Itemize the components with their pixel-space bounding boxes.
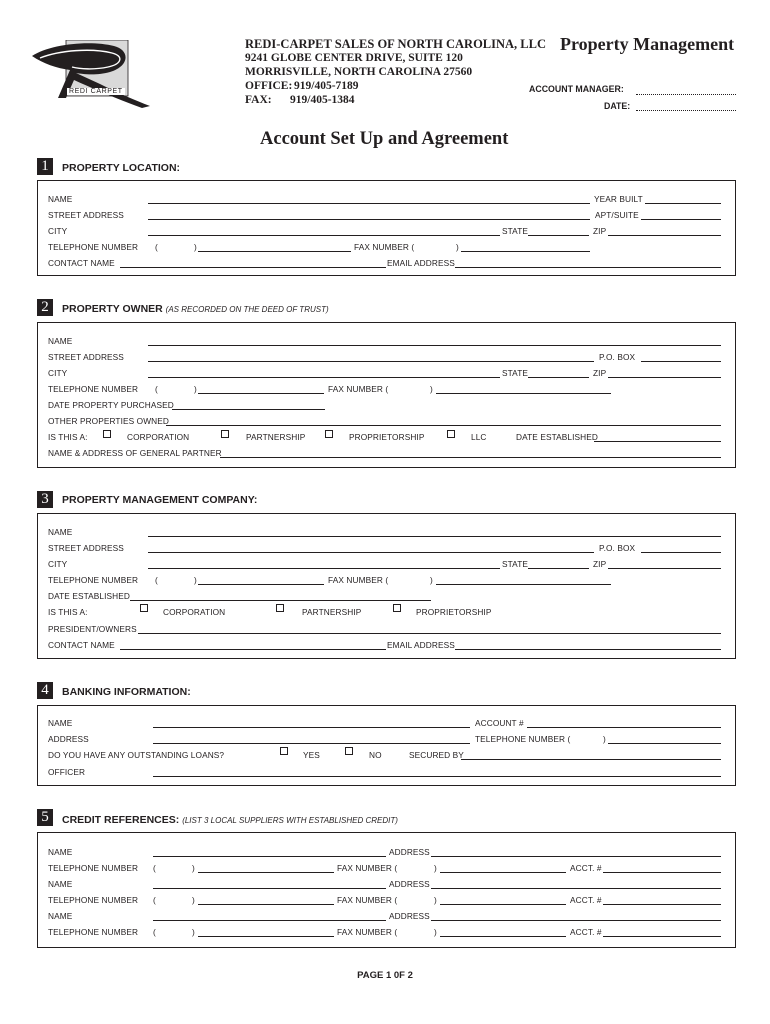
s4-account-label: ACCOUNT #	[475, 718, 524, 728]
s3-email-label: EMAIL ADDRESS	[387, 640, 455, 650]
s3-phone-paren-close: )	[194, 575, 197, 585]
section-2-title-text: PROPERTY OWNER	[62, 303, 163, 315]
s2-date-established-field[interactable]	[594, 441, 721, 442]
s5-ref3-name-label: NAME	[48, 911, 73, 921]
s1-state-field[interactable]	[528, 235, 589, 236]
s2-street-label: STREET ADDRESS	[48, 352, 124, 362]
s3-zip-label: ZIP	[593, 559, 607, 569]
s3-po-box-field[interactable]	[641, 552, 721, 553]
s5-ref3-phone-field[interactable]	[198, 936, 334, 937]
s3-partnership-label: PARTNERSHIP	[302, 607, 362, 617]
address-line-1: 9241 GLOBE CENTER DRIVE, SUITE 120	[245, 52, 463, 64]
s2-other-properties-label: OTHER PROPERTIES OWNED	[48, 416, 169, 426]
s5-ref3-paren-open: (	[153, 927, 156, 937]
s2-po-box-field[interactable]	[641, 361, 721, 362]
section-5-title	[62, 814, 398, 826]
s1-city-label: CITY	[48, 226, 68, 236]
s5-ref3-fax-paren-close: )	[434, 927, 437, 937]
s2-city-label: CITY	[48, 368, 68, 378]
s5-ref2-acct-label: ACCT. #	[570, 895, 602, 905]
logo-text: REDI CARPET	[69, 88, 123, 95]
s1-contact-field[interactable]	[120, 267, 386, 268]
s2-proprietorship-checkbox[interactable]	[325, 430, 333, 438]
s2-phone-field[interactable]	[198, 393, 324, 394]
s3-zip-field[interactable]	[608, 568, 721, 569]
logo-r-mark-icon	[30, 40, 155, 110]
s4-officer-field[interactable]	[153, 776, 721, 777]
s2-zip-label: ZIP	[593, 368, 607, 378]
s5-ref1-fax-field[interactable]	[440, 872, 566, 873]
s5-ref3-acct-label: ACCT. #	[570, 927, 602, 937]
s3-fax-paren-close: )	[430, 575, 433, 585]
s5-ref3-fax-field[interactable]	[440, 936, 566, 937]
s4-officer-label: OFFICER	[48, 767, 86, 777]
s5-ref2-fax-field[interactable]	[440, 904, 566, 905]
s2-partnership-checkbox[interactable]	[221, 430, 229, 438]
s1-name-label: NAME	[48, 194, 73, 204]
s3-contact-field[interactable]	[120, 649, 386, 650]
section-2-number: 2	[37, 299, 53, 316]
s1-fax-field[interactable]	[461, 251, 590, 252]
s2-phone-paren-close: )	[194, 384, 197, 394]
s2-corporation-checkbox[interactable]	[103, 430, 111, 438]
account-manager-field[interactable]	[636, 94, 736, 95]
company-name: REDI-CARPET SALES OF NORTH CAROLINA, LLC	[245, 37, 546, 51]
s4-no-label: NO	[369, 750, 382, 760]
s1-name-field[interactable]	[148, 203, 590, 204]
s1-apt-label: APT/SUITE	[595, 210, 639, 220]
s2-po-box-label: P.O. BOX	[599, 352, 636, 362]
s4-phone-label: TELEPHONE NUMBER (	[475, 734, 571, 744]
section-4-title: BANKING INFORMATION:	[62, 686, 191, 698]
s3-proprietorship-checkbox[interactable]	[393, 604, 401, 612]
s1-apt-field[interactable]	[641, 219, 721, 220]
s1-year-built-label: YEAR BUILT	[594, 194, 643, 204]
section-1-number: 1	[37, 158, 53, 175]
s2-fax-paren-close: )	[430, 384, 433, 394]
s2-corporation-label: CORPORATION	[127, 432, 190, 442]
fax-phone: 919/405-1384	[290, 94, 355, 106]
s1-fax-paren-close: )	[456, 242, 459, 252]
management-company-box	[37, 513, 736, 659]
s4-name-label: NAME	[48, 718, 73, 728]
address-line-2: MORRISVILLE, NORTH CAROLINA 27560	[245, 66, 473, 78]
s5-ref1-address-field[interactable]	[431, 856, 721, 857]
s3-phone-field[interactable]	[198, 584, 324, 585]
s2-street-field[interactable]	[148, 361, 594, 362]
s2-phone-label: TELEPHONE NUMBER	[48, 384, 139, 394]
s1-phone-field[interactable]	[198, 251, 351, 252]
s4-secured-label: SECURED BY	[409, 750, 464, 760]
s5-ref2-name-field[interactable]	[153, 888, 386, 889]
s5-ref3-phone-label: TELEPHONE NUMBER	[48, 927, 139, 937]
s3-street-field[interactable]	[148, 552, 594, 553]
s3-phone-label: TELEPHONE NUMBER	[48, 575, 139, 585]
s5-ref2-address-field[interactable]	[431, 888, 721, 889]
s2-proprietorship-label: PROPRIETORSHIP	[349, 432, 425, 442]
s5-ref2-fax-paren-close: )	[434, 895, 437, 905]
s4-phone-field[interactable]	[608, 743, 721, 744]
section-5-number: 5	[37, 809, 53, 826]
s5-ref1-fax-paren-close: )	[434, 863, 437, 873]
s4-secured-field[interactable]	[461, 759, 721, 760]
s3-state-label: STATE	[502, 559, 529, 569]
s1-phone-label: TELEPHONE NUMBER	[48, 242, 139, 252]
s2-state-label: STATE	[502, 368, 529, 378]
date-field[interactable]	[636, 110, 736, 111]
s1-street-field[interactable]	[148, 219, 590, 220]
s3-contact-label: CONTACT NAME	[48, 640, 115, 650]
s3-phone-paren-open: (	[155, 575, 158, 585]
s2-date-purchased-label: DATE PROPERTY PURCHASED	[48, 400, 174, 410]
s3-date-established-field[interactable]	[130, 600, 431, 601]
s4-loans-label: DO YOU HAVE ANY OUTSTANDING LOANS?	[48, 750, 225, 760]
s5-ref2-phone-label: TELEPHONE NUMBER	[48, 895, 139, 905]
s3-is-this-a-label: IS THIS A:	[48, 607, 88, 617]
s5-ref1-fax-label: FAX NUMBER (	[337, 863, 398, 873]
s1-street-label: STREET ADDRESS	[48, 210, 124, 220]
s4-account-field[interactable]	[527, 727, 721, 728]
s2-phone-paren-open: (	[155, 384, 158, 394]
s3-city-field[interactable]	[148, 568, 500, 569]
s5-ref1-acct-label: ACCT. #	[570, 863, 602, 873]
s5-ref2-address-label: ADDRESS	[389, 879, 430, 889]
s2-is-this-a-label: IS THIS A:	[48, 432, 88, 442]
s3-president-field[interactable]	[138, 633, 721, 634]
s5-ref1-name-label: NAME	[48, 847, 73, 857]
s3-proprietorship-label: PROPRIETORSHIP	[416, 607, 492, 617]
form-title: Account Set Up and Agreement	[260, 129, 509, 149]
s5-ref1-acct-field[interactable]	[603, 872, 721, 873]
s4-address-label: ADDRESS	[48, 734, 89, 744]
s3-corporation-label: CORPORATION	[163, 607, 226, 617]
s1-email-label: EMAIL ADDRESS	[387, 258, 455, 268]
s3-name-label: NAME	[48, 527, 73, 537]
s5-ref2-phone-field[interactable]	[198, 904, 334, 905]
s3-date-established-label: DATE ESTABLISHED	[48, 591, 130, 601]
page-number: PAGE 1 0F 2	[357, 970, 413, 981]
s3-fax-field[interactable]	[436, 584, 611, 585]
banking-info-box	[37, 705, 736, 786]
s2-fax-field[interactable]	[436, 393, 611, 394]
s1-phone-paren-close: )	[194, 242, 197, 252]
s3-partnership-checkbox[interactable]	[276, 604, 284, 612]
company-logo	[30, 40, 155, 110]
s2-general-partner-field[interactable]	[220, 457, 721, 458]
s1-zip-field[interactable]	[608, 235, 721, 236]
document-type-title: Property Management	[560, 34, 735, 54]
s1-phone-paren-open: (	[155, 242, 158, 252]
s2-date-purchased-field[interactable]	[172, 409, 325, 410]
s5-ref1-address-label: ADDRESS	[389, 847, 430, 857]
s5-ref3-paren-close: )	[192, 927, 195, 937]
s1-email-field[interactable]	[455, 267, 721, 268]
s5-ref2-fax-label: FAX NUMBER (	[337, 895, 398, 905]
s5-ref3-address-label: ADDRESS	[389, 911, 430, 921]
section-5-note: (LIST 3 LOCAL SUPPLIERS WITH ESTABLISHED CREDIT)	[182, 816, 398, 825]
s5-ref2-paren-open: (	[153, 895, 156, 905]
s1-fax-label: FAX NUMBER (	[354, 242, 415, 252]
s2-llc-checkbox[interactable]	[447, 430, 455, 438]
s1-state-label: STATE	[502, 226, 529, 236]
section-3-title: PROPERTY MANAGEMENT COMPANY:	[62, 494, 258, 506]
s4-phone-paren-close: )	[603, 734, 606, 744]
s2-partnership-label: PARTNERSHIP	[246, 432, 306, 442]
s2-name-field[interactable]	[148, 345, 721, 346]
s5-ref3-address-field[interactable]	[431, 920, 721, 921]
section-3-number: 3	[37, 491, 53, 508]
date-label: DATE:	[604, 101, 631, 111]
s2-zip-field[interactable]	[608, 377, 721, 378]
fax-label: FAX:	[245, 94, 272, 106]
s4-yes-checkbox[interactable]	[280, 747, 288, 755]
section-4-number: 4	[37, 682, 53, 699]
s5-ref2-paren-close: )	[192, 895, 195, 905]
s4-name-field[interactable]	[153, 727, 470, 728]
s5-ref3-acct-field[interactable]	[603, 936, 721, 937]
s3-name-field[interactable]	[148, 536, 721, 537]
s1-contact-label: CONTACT NAME	[48, 258, 115, 268]
s3-street-label: STREET ADDRESS	[48, 543, 124, 553]
s3-president-label: PRESIDENT/OWNERS	[48, 624, 137, 634]
s4-address-field[interactable]	[153, 743, 470, 744]
s5-ref1-paren-close: )	[192, 863, 195, 873]
section-2-note: (AS RECORDED ON THE DEED OF TRUST)	[165, 305, 329, 314]
s5-ref2-acct-field[interactable]	[603, 904, 721, 905]
s1-zip-label: ZIP	[593, 226, 607, 236]
s5-ref1-phone-field[interactable]	[198, 872, 334, 873]
s5-ref1-phone-label: TELEPHONE NUMBER	[48, 863, 139, 873]
section-2-title	[62, 303, 329, 315]
s3-fax-label: FAX NUMBER (	[328, 575, 389, 585]
s3-city-label: CITY	[48, 559, 68, 569]
s3-po-box-label: P.O. BOX	[599, 543, 636, 553]
s4-yes-label: YES	[303, 750, 320, 760]
s2-date-established-label: DATE ESTABLISHED	[516, 432, 598, 442]
s2-llc-label: LLC	[471, 432, 487, 442]
s3-state-field[interactable]	[528, 568, 589, 569]
property-owner-box	[37, 322, 736, 468]
s2-city-field[interactable]	[148, 377, 500, 378]
section-1-title: PROPERTY LOCATION:	[62, 162, 181, 174]
account-manager-label: ACCOUNT MANAGER:	[529, 84, 624, 94]
s1-year-built-field[interactable]	[645, 203, 721, 204]
s5-ref3-name-field[interactable]	[153, 920, 386, 921]
s1-city-field[interactable]	[148, 235, 500, 236]
s3-corporation-checkbox[interactable]	[140, 604, 148, 612]
s2-name-label: NAME	[48, 336, 73, 346]
office-phone: 919/405-7189	[294, 80, 359, 92]
s4-no-checkbox[interactable]	[345, 747, 353, 755]
s2-state-field[interactable]	[528, 377, 589, 378]
s3-email-field[interactable]	[455, 649, 721, 650]
s2-general-partner-label: NAME & ADDRESS OF GENERAL PARTNER	[48, 448, 222, 458]
s5-ref3-fax-label: FAX NUMBER (	[337, 927, 398, 937]
s5-ref2-name-label: NAME	[48, 879, 73, 889]
s2-other-properties-field[interactable]	[166, 425, 721, 426]
s5-ref1-name-field[interactable]	[153, 856, 386, 857]
s5-ref1-paren-open: (	[153, 863, 156, 873]
section-5-title-text: CREDIT REFERENCES:	[62, 814, 180, 826]
office-label: OFFICE:	[245, 80, 293, 92]
s2-fax-label: FAX NUMBER (	[328, 384, 389, 394]
